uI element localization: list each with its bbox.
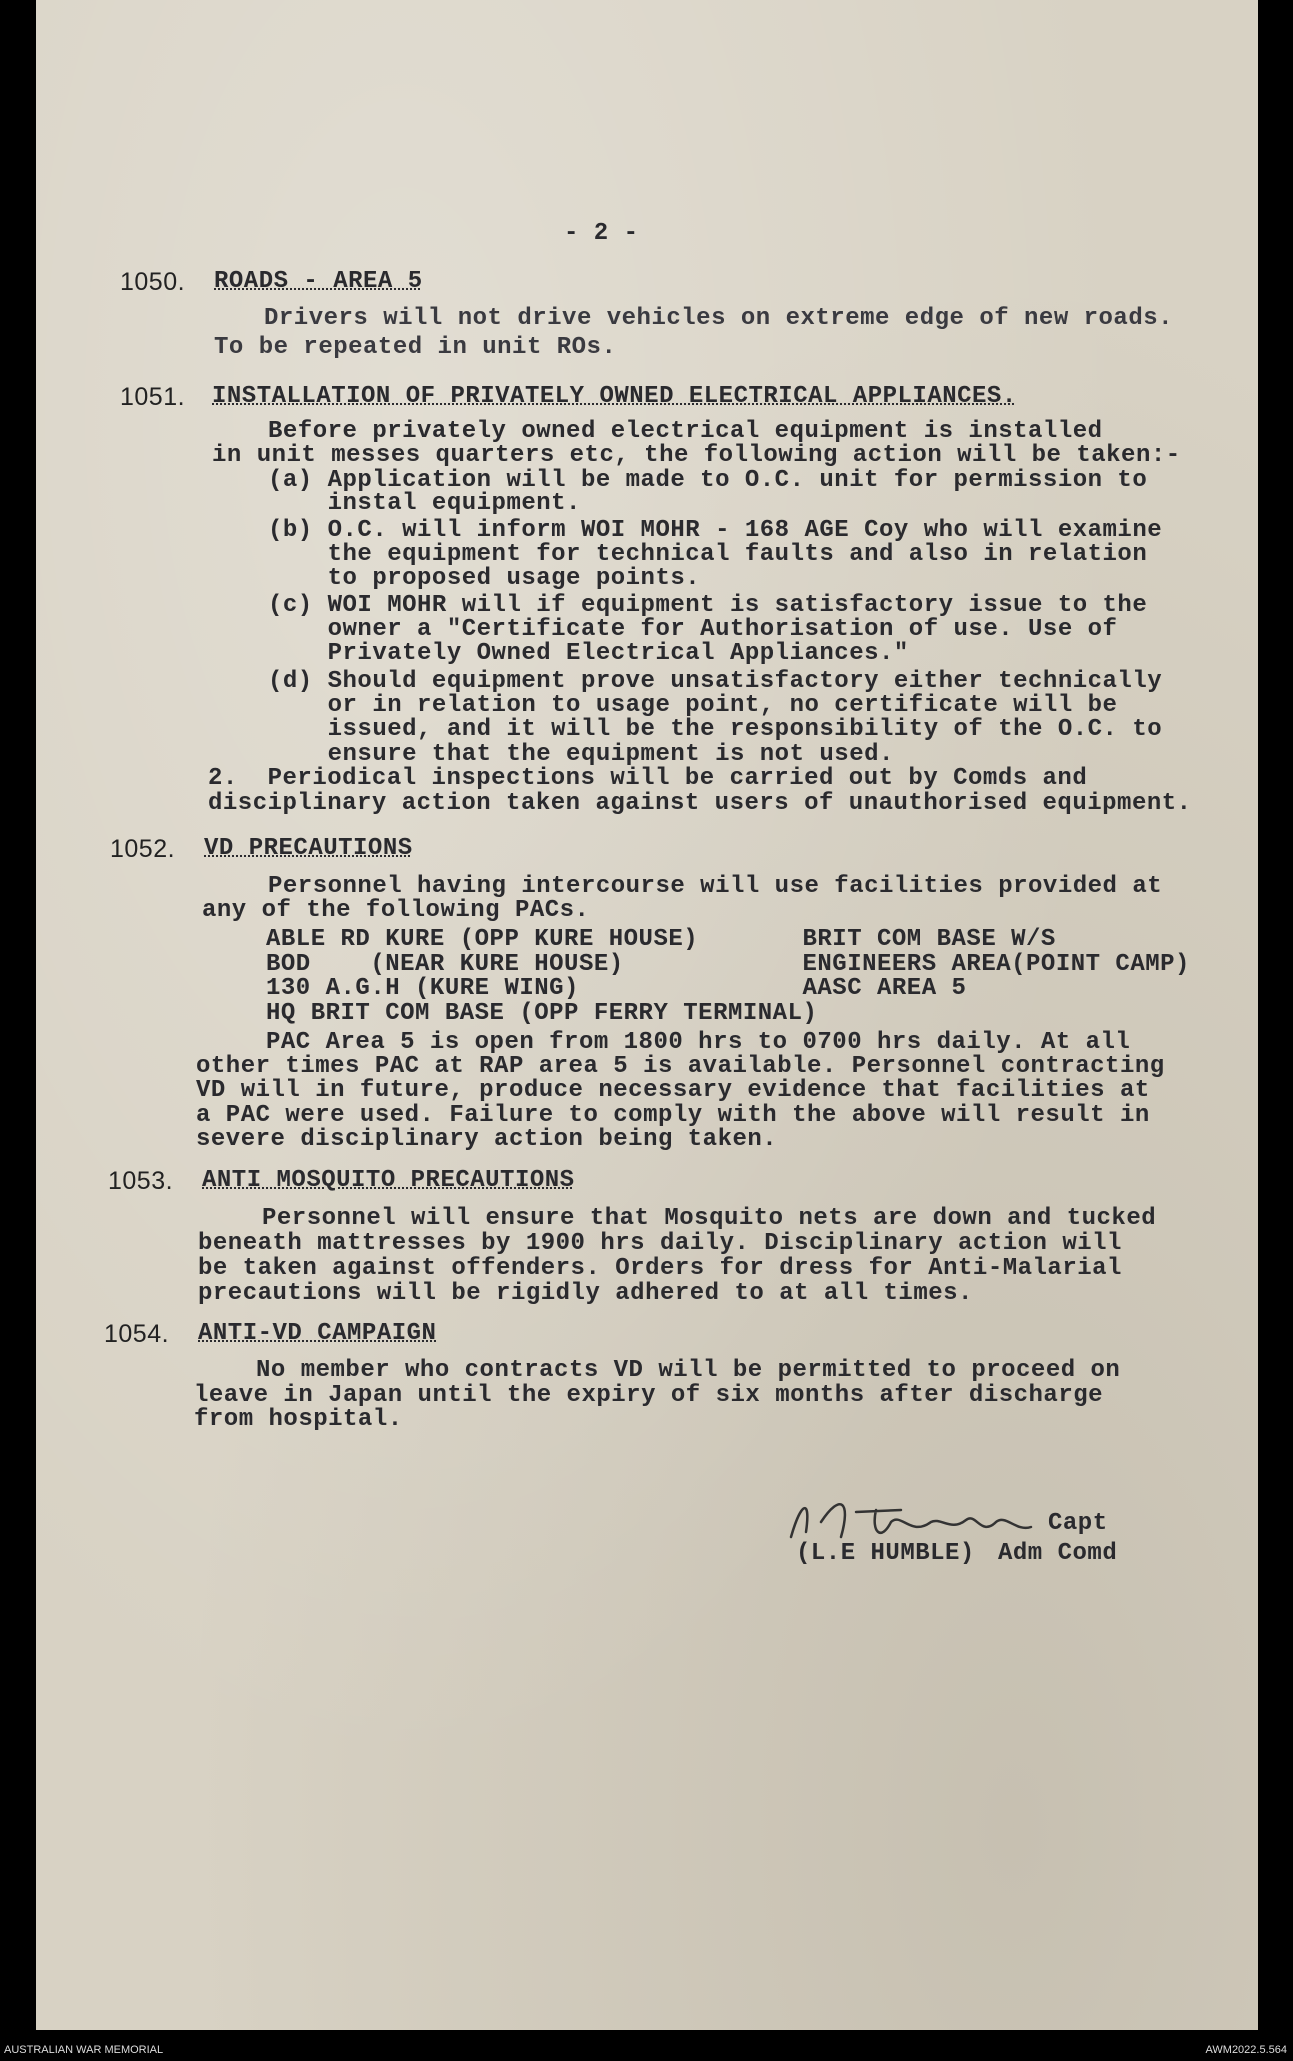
text-line: a PAC were used. Failure to comply with the above will result in — [196, 1102, 1150, 1129]
item-title-1050: ROADS - AREA 5 — [214, 268, 423, 295]
text-line: in unit messes quarters etc, the following action will be taken:- — [212, 442, 1181, 469]
text-line: instal equipment. — [268, 490, 581, 517]
text-line: the equipment for technical faults and also in relation — [268, 541, 1148, 568]
item-title-1051: INSTALLATION OF PRIVATELY OWNED ELECTRICAL APPLIANCES. — [212, 383, 1017, 410]
item-number-1054: 1054. — [104, 1320, 170, 1348]
text-line: VD will in future, produce necessary evidence that facilities at — [196, 1077, 1150, 1104]
text-line: Personnel having intercourse will use facilities provided at — [268, 873, 1163, 900]
text-line: issued, and it will be the responsibility of the O.C. to — [268, 716, 1163, 743]
text-line: owner a "Certificate for Authorisation of use. Use of — [268, 616, 1118, 643]
text-line: Before privately owned electrical equipment is installed — [268, 418, 1103, 445]
text-line: Privately Owned Electrical Appliances." — [268, 640, 909, 667]
archive-footer-left: AUSTRALIAN WAR MEMORIAL — [4, 2044, 164, 2056]
text-line: (b) O.C. will inform WOI MOHR - 168 AGE Coy who will examine — [268, 517, 1163, 544]
text-line: PAC Area 5 is open from 1800 hrs to 0700 hrs daily. At all — [266, 1029, 1131, 1056]
text-line: any of the following PACs. — [202, 897, 590, 924]
item-title-1052: VD PRECAUTIONS — [204, 835, 413, 862]
text-line: beneath mattresses by 1900 hrs daily. Disciplinary action will — [198, 1230, 1122, 1257]
text-line: ensure that the equipment is not used. — [268, 741, 894, 768]
text-line: (a) Application will be made to O.C. unit for permission to — [268, 467, 1148, 494]
text-line: To be repeated in unit ROs. — [214, 334, 617, 361]
text-line: ABLE RD KURE (OPP KURE HOUSE) BRIT COM BASE W/S — [266, 926, 1056, 953]
item-title-1054: ANTI-VD CAMPAIGN — [198, 1320, 437, 1347]
item-title-1053: ANTI MOSQUITO PRECAUTIONS — [202, 1167, 575, 1194]
signature-name: (L.E HUMBLE) — [796, 1540, 975, 1567]
text-line: 130 A.G.H (KURE WING) AASC AREA 5 — [266, 975, 967, 1002]
item-number-1051: 1051. — [120, 383, 186, 411]
text-line: disciplinary action taken against users of unauthorised equipment. — [208, 790, 1192, 817]
document-page — [36, 0, 1258, 2030]
archive-footer-right: AWM2022.5.564 — [1205, 2044, 1287, 2056]
item-number-1053: 1053. — [108, 1167, 174, 1195]
page-number: - 2 - — [564, 220, 639, 247]
text-line: other times PAC at RAP area 5 is available. Personnel contracting — [196, 1053, 1165, 1080]
text-line: be taken against offenders. Orders for dress for Anti-Malarial — [198, 1255, 1122, 1282]
text-line: Drivers will not drive vehicles on extreme edge of new roads. — [264, 305, 1174, 332]
text-line: No member who contracts VD will be permitted to proceed on — [256, 1357, 1121, 1384]
text-line: precautions will be rigidly adhered to at all times. — [198, 1280, 973, 1307]
signature-appointment: Adm Comd — [998, 1540, 1118, 1567]
text-line: 2. Periodical inspections will be carried out by Comds and — [208, 765, 1088, 792]
text-line: or in relation to usage point, no certificate will be — [268, 692, 1118, 719]
text-line: BOD (NEAR KURE HOUSE) ENGINEERS AREA(POINT CAMP) — [266, 951, 1190, 978]
text-line: leave in Japan until the expiry of six months after discharge — [194, 1382, 1104, 1409]
text-line: Personnel will ensure that Mosquito nets are down and tucked — [262, 1205, 1157, 1232]
item-number-1052: 1052. — [110, 835, 176, 863]
text-line: to proposed usage points. — [268, 565, 701, 592]
text-line: severe disciplinary action being taken. — [196, 1126, 778, 1153]
text-line: from hospital. — [194, 1406, 403, 1433]
signature-rank: Capt — [1048, 1510, 1108, 1537]
text-line: (d) Should equipment prove unsatisfactory either technically — [268, 668, 1163, 695]
text-line: HQ BRIT COM BASE (OPP FERRY TERMINAL) — [266, 1000, 818, 1027]
text-line: (c) WOI MOHR will if equipment is satisfactory issue to the — [268, 592, 1148, 619]
item-number-1050: 1050. — [120, 268, 186, 296]
